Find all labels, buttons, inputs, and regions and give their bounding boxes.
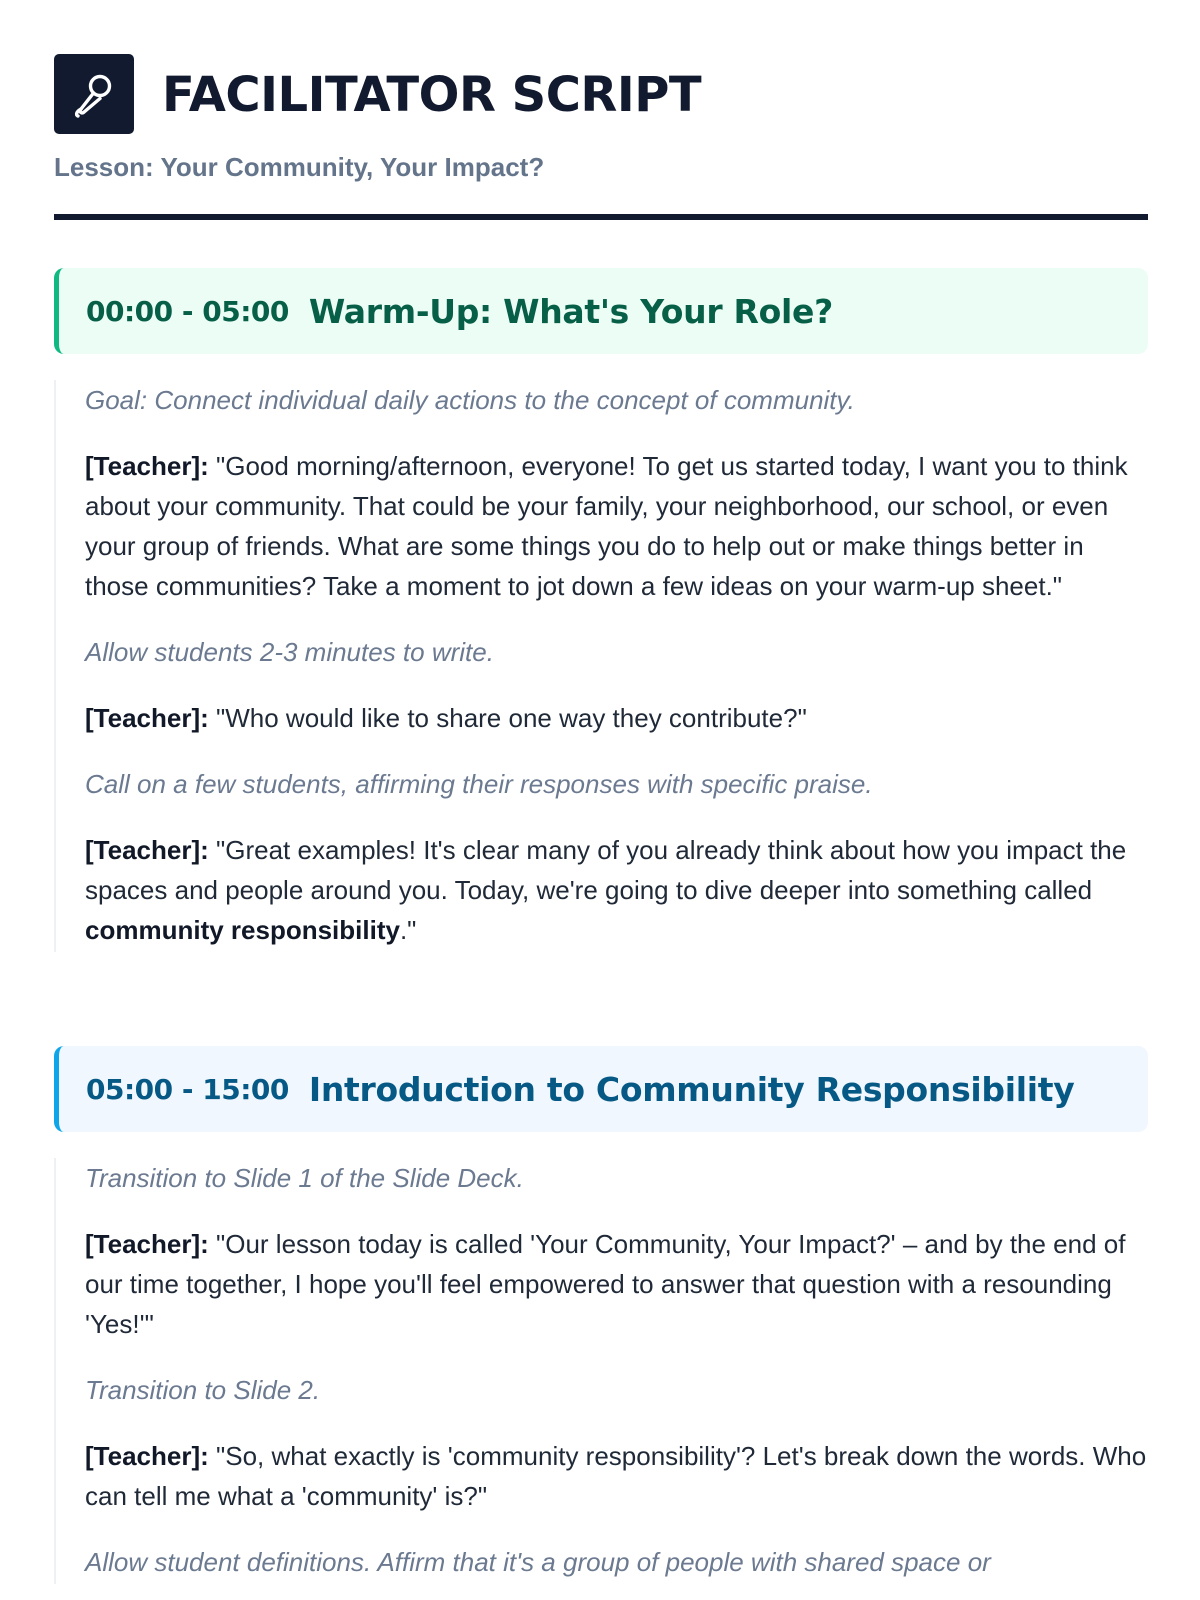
teacher-line (85, 830, 1148, 950)
page-title: FACILITATOR SCRIPT (162, 67, 702, 123)
section-body (54, 380, 1148, 952)
key-term: community responsibility (85, 915, 400, 945)
speech-text: "Great examples! It's clear many of you already think about how you impact the spaces and people around you. Today, we're going to dive deeper into something called (85, 835, 1127, 905)
section-header (54, 268, 1148, 354)
section-title: Introduction to Community Responsibility (308, 1069, 1075, 1109)
stage-direction: Transition to Slide 2. (85, 1375, 321, 1405)
section-time-range: 00:00 - 05:00 (86, 294, 289, 328)
teacher-line (85, 1436, 1148, 1516)
speaker-label: [Teacher]: (85, 835, 209, 865)
goal-note: Goal: Connect individual daily actions to the concept of community. (85, 385, 855, 415)
teacher-line (85, 446, 1148, 606)
section-body (54, 1158, 1148, 1584)
speaker-label: [Teacher]: (85, 451, 209, 481)
section-warm-up (54, 268, 1148, 952)
speech-text-end: ." (399, 915, 417, 945)
speaker-label: [Teacher]: (85, 1229, 209, 1259)
lesson-subtitle: Lesson: Your Community, Your Impact? (54, 152, 545, 182)
stage-direction: Allow students 2-3 minutes to write. (85, 637, 494, 667)
microphone-icon (54, 54, 134, 134)
speech-text: "Good morning/afternoon, everyone! To get us started today, I want you to think about your community. That could be your family, your neighborhood, our school, or even your group of friends. What are some things you do to help out or make things better in those communities? Take a moment to jot down a few ideas on your warm-up sheet." (85, 451, 1128, 601)
stage-direction: Call on a few students, affirming their responses with specific praise. (85, 769, 873, 799)
speech-text: "Our lesson today is called 'Your Community, Your Impact?' – and by the end of our time together, I hope you'll feel empowered to answer that question with a resounding 'Yes!'" (85, 1229, 1126, 1339)
section-introduction (54, 1046, 1148, 1584)
stage-direction: Transition to Slide 1 of the Slide Deck. (85, 1163, 524, 1193)
stage-direction: Allow student definitions. Affirm that it's a group of people with shared space or (85, 1547, 991, 1577)
speech-text: "Who would like to share one way they contribute?" (216, 703, 807, 733)
section-time-range: 05:00 - 15:00 (86, 1072, 289, 1106)
teacher-line (85, 698, 1148, 738)
section-header (54, 1046, 1148, 1132)
speech-text: "So, what exactly is 'community responsibility'? Let's break down the words. Who can tell me what a 'community' is?" (85, 1441, 1147, 1511)
section-title: Warm-Up: What's Your Role? (308, 291, 833, 331)
teacher-line (85, 1224, 1148, 1344)
speaker-label: [Teacher]: (85, 1441, 209, 1471)
header-divider (54, 214, 1148, 220)
speaker-label: [Teacher]: (85, 703, 209, 733)
